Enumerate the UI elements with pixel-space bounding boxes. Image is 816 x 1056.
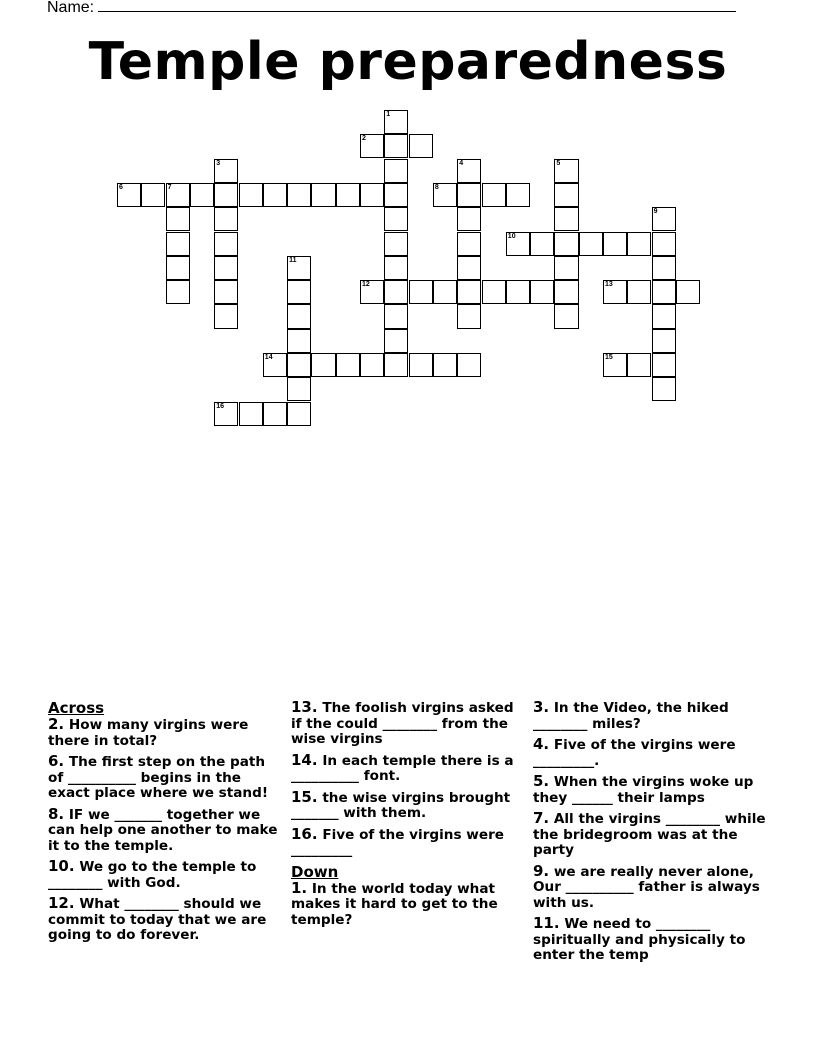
crossword-cell[interactable]	[166, 207, 190, 231]
crossword-cell[interactable]	[287, 377, 311, 401]
crossword-cell[interactable]	[263, 353, 287, 377]
clue-text: When the virgins woke up they ______ their lamps	[533, 774, 754, 806]
crossword-cell[interactable]	[384, 329, 408, 353]
crossword-cell[interactable]	[287, 402, 311, 426]
clue-number: 1.	[291, 878, 308, 897]
crossword-cell[interactable]	[627, 232, 651, 256]
crossword-cell[interactable]	[166, 232, 190, 256]
crossword-cell[interactable]	[409, 134, 433, 158]
clue-number-label: 6	[119, 183, 123, 191]
crossword-cell[interactable]	[287, 304, 311, 328]
crossword-cell[interactable]	[457, 280, 481, 304]
clue-number: 15.	[291, 787, 318, 806]
crossword-cell[interactable]	[287, 183, 311, 207]
clue-number-label: 9	[653, 208, 658, 216]
crossword-cell[interactable]	[311, 183, 335, 207]
crossword-cell[interactable]	[360, 183, 384, 207]
clue-item	[533, 916, 769, 964]
crossword-cell[interactable]	[263, 402, 287, 426]
crossword-cell[interactable]	[433, 353, 457, 377]
clue-text: Five of the virgins were _________	[291, 826, 505, 858]
clue-text: How many virgins were there in total?	[48, 717, 249, 749]
crossword-cell[interactable]	[652, 304, 676, 328]
clue-item	[48, 717, 284, 749]
crossword-cell[interactable]	[482, 183, 506, 207]
crossword-cell[interactable]	[214, 304, 238, 328]
clue-item	[48, 804, 284, 855]
crossword-cell[interactable]	[166, 280, 190, 304]
clue-number: 16.	[291, 824, 318, 843]
clue-text: In the world today what makes it hard to get to the temple?	[291, 880, 498, 928]
clue-number: 9.	[533, 861, 550, 880]
name-label: Name:	[47, 0, 95, 16]
crossword-cell[interactable]	[263, 183, 287, 207]
clue-number: 14.	[291, 750, 318, 769]
clue-number-label: 2	[362, 135, 366, 143]
crossword-cell[interactable]	[214, 183, 238, 207]
clue-text: the wise virgins brought _______ with them.	[291, 789, 511, 821]
crossword-cell[interactable]	[384, 110, 408, 134]
crossword-cell[interactable]	[166, 183, 190, 207]
clue-item	[291, 824, 527, 859]
clue-number-label: 10	[507, 232, 516, 240]
crossword-cell[interactable]	[336, 353, 360, 377]
crossword-cell[interactable]	[554, 256, 578, 280]
clue-number: 13.	[291, 698, 318, 716]
clue-number: 6.	[48, 752, 65, 770]
crossword-cell[interactable]	[652, 256, 676, 280]
crossword-cell[interactable]	[166, 256, 190, 280]
crossword-cell[interactable]	[214, 232, 238, 256]
crossword-cell[interactable]	[409, 280, 433, 304]
crossword-cell[interactable]	[457, 353, 481, 377]
crossword-cell[interactable]	[214, 159, 238, 183]
clue-column-2	[291, 700, 527, 933]
clue-item	[533, 811, 769, 859]
crossword-cell[interactable]	[239, 183, 263, 207]
crossword-cell[interactable]	[530, 280, 554, 304]
crossword-cell[interactable]	[482, 280, 506, 304]
clue-number-label: 5	[556, 159, 561, 167]
clue-item	[533, 737, 769, 769]
clue-number-label: 13	[605, 281, 613, 289]
crossword-cell[interactable]	[433, 183, 457, 207]
crossword-cell[interactable]	[214, 207, 238, 231]
crossword-cell[interactable]	[214, 280, 238, 304]
clue-number-label: 4	[459, 159, 464, 167]
crossword-cell[interactable]	[287, 280, 311, 304]
clue-text: In each temple there is a __________ font.	[291, 752, 514, 784]
crossword-cell[interactable]	[652, 329, 676, 353]
crossword-cell[interactable]	[287, 256, 311, 280]
clue-number: 4.	[533, 735, 550, 753]
clue-number: 11.	[533, 914, 560, 932]
crossword-cell[interactable]	[652, 353, 676, 377]
crossword-cell[interactable]	[457, 256, 481, 280]
clue-number: 2.	[48, 715, 65, 733]
crossword-cell[interactable]	[554, 159, 578, 183]
crossword-cell[interactable]	[384, 159, 408, 183]
clue-item	[48, 859, 284, 891]
clue-number-label: 11	[289, 256, 297, 264]
crossword-cell[interactable]	[457, 207, 481, 231]
clue-number-label: 12	[362, 281, 370, 289]
crossword-cell[interactable]	[457, 232, 481, 256]
down-heading: Down	[291, 862, 339, 881]
crossword-cell[interactable]	[384, 134, 408, 158]
clue-item	[533, 700, 769, 732]
clue-number-label: 3	[216, 159, 221, 167]
crossword-cell[interactable]	[409, 353, 433, 377]
crossword-cell[interactable]	[384, 256, 408, 280]
clue-text: IF we _______ together we can help one another to make it to the temple.	[48, 806, 278, 854]
crossword-cell[interactable]	[384, 183, 408, 207]
clue-text: The foolish virgins asked if the could ________ from the wise virgins	[291, 700, 514, 747]
clue-number-label: 15	[605, 354, 613, 361]
crossword-cell[interactable]	[652, 232, 676, 256]
crossword-cell[interactable]	[676, 280, 700, 304]
clue-number-label: 7	[167, 183, 172, 191]
clue-number-label: 16	[216, 402, 224, 410]
crossword-cell[interactable]	[384, 232, 408, 256]
clue-column-1	[48, 700, 284, 949]
crossword-cell[interactable]	[214, 402, 238, 426]
crossword-cell[interactable]	[506, 183, 530, 207]
crossword-cell[interactable]	[214, 256, 238, 280]
clue-item	[48, 754, 284, 802]
clue-number: 5.	[533, 772, 550, 790]
crossword-cell[interactable]	[457, 183, 481, 207]
clue-item	[291, 787, 527, 822]
across-heading: Across	[48, 699, 105, 717]
clue-item	[291, 700, 527, 748]
clue-text: We go to the temple to ________ with God.	[48, 859, 257, 891]
crossword-cell[interactable]	[287, 329, 311, 353]
clue-text: All the virgins ________ while the bridegroom was at the party	[533, 811, 766, 858]
crossword-cell[interactable]	[530, 232, 554, 256]
crossword-cell[interactable]	[627, 353, 651, 377]
crossword-cell[interactable]	[652, 377, 676, 401]
clue-text: We need to ________ spiritually and physically to enter the temp	[533, 916, 746, 963]
crossword-cell[interactable]	[506, 280, 530, 304]
clue-number: 7.	[533, 809, 550, 827]
clue-text: Five of the virgins were _________.	[533, 737, 736, 769]
clue-column-3	[533, 700, 769, 969]
crossword-cell[interactable]	[384, 207, 408, 231]
crossword-cell[interactable]	[627, 280, 651, 304]
clue-item	[291, 878, 527, 929]
crossword-cell[interactable]	[287, 353, 311, 377]
clue-item	[533, 861, 769, 912]
crossword-cell[interactable]	[554, 207, 578, 231]
clue-number-label: 8	[434, 183, 439, 191]
crossword-cell[interactable]	[311, 353, 335, 377]
page-title: Temple preparedness	[88, 32, 728, 92]
clue-number: 8.	[48, 804, 65, 823]
crossword-cell[interactable]	[603, 353, 627, 377]
crossword-cell[interactable]	[554, 280, 578, 304]
crossword-cell[interactable]	[360, 134, 384, 158]
crossword-cell[interactable]	[579, 232, 603, 256]
crossword-cell[interactable]	[652, 207, 676, 231]
crossword-cell[interactable]	[457, 159, 481, 183]
clue-text: What ________ should we commit to today that we are going to do forever.	[48, 896, 267, 943]
crossword-cell[interactable]	[603, 280, 627, 304]
crossword-cell[interactable]	[336, 183, 360, 207]
crossword-grid	[0, 0, 816, 430]
clue-item	[48, 896, 284, 944]
crossword-cell[interactable]	[360, 353, 384, 377]
crossword-cell[interactable]	[554, 304, 578, 328]
crossword-cell[interactable]	[457, 304, 481, 328]
crossword-cell[interactable]	[603, 232, 627, 256]
clue-item	[291, 750, 527, 785]
crossword-cell[interactable]	[433, 280, 457, 304]
crossword-cell[interactable]	[554, 232, 578, 256]
clue-text: The first step on the path of __________ begins in the exact place where we stand!	[48, 754, 269, 801]
crossword-cell[interactable]	[506, 232, 530, 256]
crossword-cell[interactable]	[652, 280, 676, 304]
crossword-cell[interactable]	[384, 280, 408, 304]
crossword-cell[interactable]	[239, 402, 263, 426]
crossword-cell[interactable]	[117, 183, 141, 207]
clue-text: In the Video, the hiked ________ miles?	[533, 700, 729, 732]
clue-number: 10.	[48, 857, 75, 875]
clue-item	[533, 774, 769, 806]
crossword-cell[interactable]	[190, 183, 214, 207]
crossword-cell[interactable]	[554, 183, 578, 207]
clue-number-label: 1	[386, 111, 391, 118]
clue-number-label: 14	[264, 354, 273, 361]
crossword-cell[interactable]	[384, 304, 408, 328]
clue-number: 12.	[48, 894, 75, 912]
crossword-cell[interactable]	[384, 353, 408, 377]
clue-text: we are really never alone, Our __________ father is always with us.	[533, 863, 760, 911]
crossword-cell[interactable]	[360, 280, 384, 304]
clue-number: 3.	[533, 698, 550, 716]
crossword-cell[interactable]	[141, 183, 165, 207]
